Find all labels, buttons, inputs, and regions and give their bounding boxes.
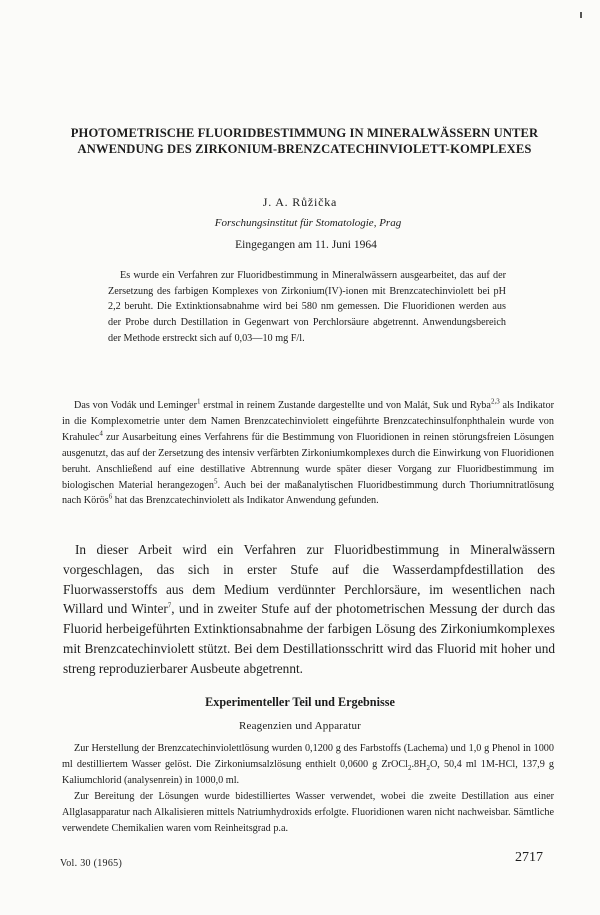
received-date: Eingegangen am 11. Juni 1964 bbox=[235, 239, 377, 251]
citation-ref: 7 bbox=[167, 601, 172, 610]
section-heading: Experimenteller Teil und Ergebnisse bbox=[205, 695, 395, 709]
volume-label: Vol. 30 (1965) bbox=[60, 858, 123, 869]
abstract: Es wurde ein Verfahren zur Fluoridbestimmung in Mineralwässern ausgearbeitet, das auf der Zersetzung des farbigen Komplexes von Zirkonium(IV)-ionen mit Brenzcatechinviolett bei pH 2,2 beruht. Die Extinktionsabnahme wird bei 580 nm gemessen. Die Fluoridionen werden aus der Probe durch Destillation in Gegenwart von Perchlorsäure abgetrennt. Anwendungsbereich der Methode erstreckt sich auf 0,03—10 mg F/l. bbox=[108, 270, 506, 344]
author-name: J. A. Růžička bbox=[262, 195, 338, 209]
citation-ref: 5 bbox=[213, 477, 218, 486]
author-affiliation: Forschungsinstitut für Stomatologie, Prag bbox=[214, 217, 402, 229]
citation-ref: 6 bbox=[108, 493, 113, 502]
article-title: PHOTOMETRISCHE FLUORIDBESTIMMUNG IN MINERALWÄSSERN UNTER ANWENDUNG DES ZIRKONIUM-BRENZCATECHINVIOLETT-KOMPLEXES bbox=[70, 126, 539, 156]
method-overview-paragraph: In dieser Arbeit wird ein Verfahren zur Fluoridbestimmung in Mineralwässern vorgeschlagen, das sich in erster Stufe auf die Wasserdampfdestillation des Fluorwasserstoffs aus dem Medium verdünnter Perchlorsäure, im wesentlichen nach Willard und Winter$^7$, und in zweiter Stufe auf der photometrischen Messung der durch das Fluorid herbeigeführten Extinktionsabnahme der farbigen Lösung des Zirkoniumkomplexes mit Brenzcatechinviolett stützt. Bei dem Destillationsschritt wird das Fluorid mit hoher und streng reproduzierbarer Ausbeute abgetrennt. bbox=[63, 542, 555, 676]
intro-paragraph: Das von Vodák und Leminger$^1$ erstmal in reinem Zustande dargestellte und von Malát, Suk und Ryba$^{2,3}$ als Indikator in die Komplexometrie unter dem Namen Brenzcatechinviolett eingeführte Brenzcatechinsulfonphthalein wurde von Krahulec$^4$ zur Ausarbeitung eines Verfahrens für die Bestimmung von Fluoridionen in reinen störungsfreien Lösungen ausgenutzt, das auf der Zersetzung des intensiv verfärbten Zirkoniumkomplexes durch die Einwirkung von Fluoridionen beruht. Anschließend auf eine destillative Abtrennung wurde später dieser Vorgang zur Fluoridbestimmung im biologischen Material herangezogen$^5$. Auch bei der maßanalytischen Fluoridbestimmung durch Thoriumnitratlösung nach Körös$^6$ hat das Brenzcatechinviolett als Indikator Anwendung gefunden. bbox=[62, 397, 554, 507]
page-number: 2717 bbox=[515, 850, 543, 865]
scan-edge-mark bbox=[580, 12, 582, 18]
citation-ref: 1 bbox=[196, 397, 201, 406]
citation-ref: 4 bbox=[99, 429, 103, 438]
subsection-heading: Reagenzien und Apparatur bbox=[238, 720, 362, 732]
water-paragraph: Zur Bereitung der Lösungen wurde bidestilliertes Wasser verwendet, wobei die zweite Destillation aus einer Allglasapparatur nach Alkalisieren mittels Natriumhydroxids erfolgte. Fluoridionen waren nicht nachweisbar. Sämtliche verwendete Chemikalien waren vom Reinheitsgrad p.a. bbox=[62, 791, 554, 834]
citation-ref: 2,3 bbox=[490, 397, 500, 406]
reagent-paragraph: Zur Herstellung der Brenzcatechinviolettlösung wurden 0,1200 g des Farbstoffs (Lachema) und 1,0 g Phenol in 1000 ml destilliertem Wasser gelöst. Die Zirkoniumsalzlösung enthielt 0,0600 g $ZrOCl_2.8H_2O$, 50,4 ml 1M-HCl, 137,9 g Kaliumchlorid (analysenrein) in 1000,0 ml. bbox=[62, 743, 555, 786]
